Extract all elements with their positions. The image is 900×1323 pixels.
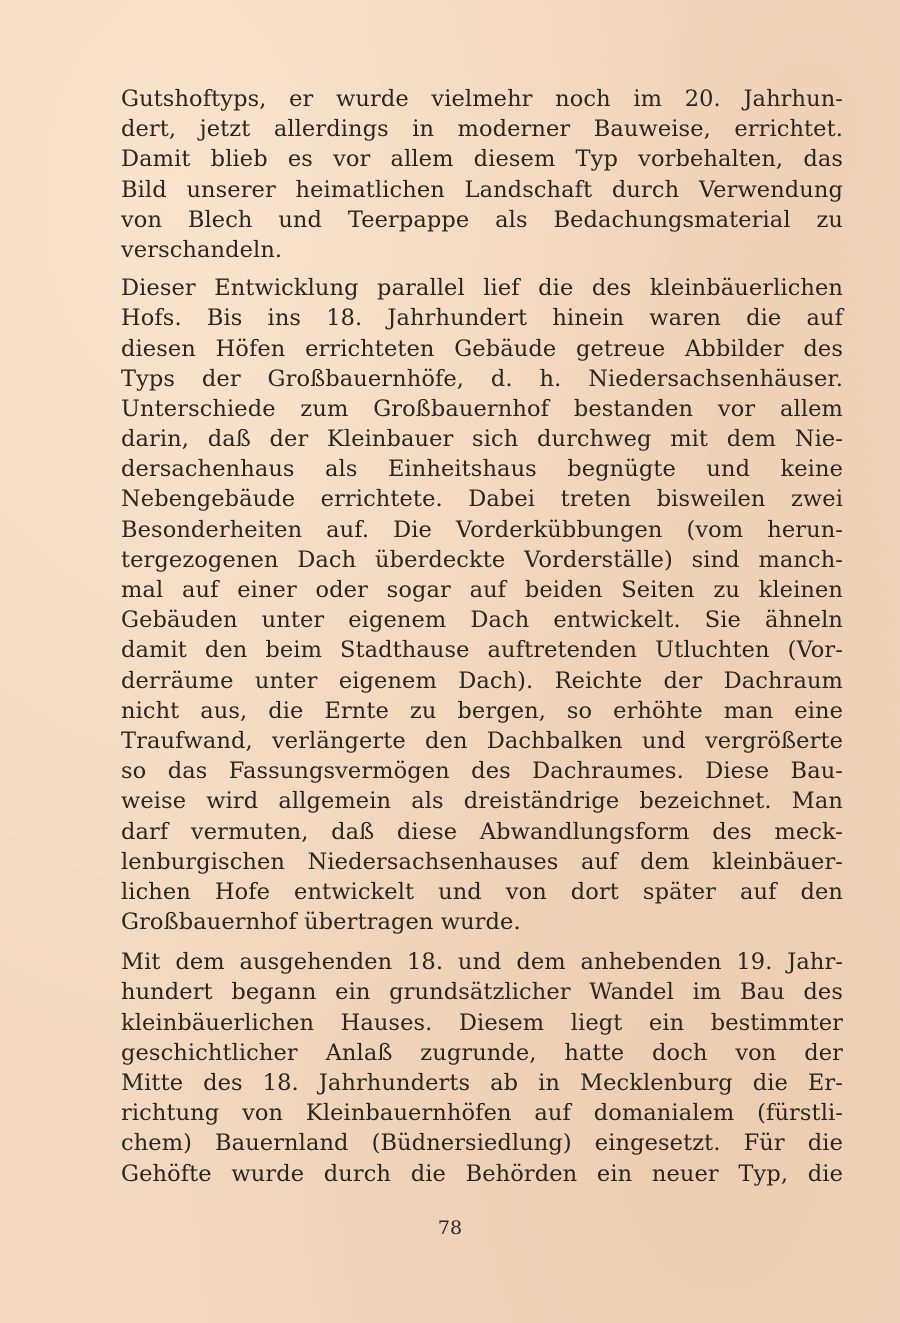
text-line: Dieser Entwicklung parallel lief die des kleinbäuerlichen	[121, 275, 843, 302]
text-line: Traufwand, verlängerte den Dachbalken und vergrößerte	[121, 727, 843, 754]
text-line: Großbauernhof übertragen wurde.	[121, 909, 521, 936]
text-line: Bild unserer heimatlichen Landschaft durch Verwendung	[121, 176, 843, 203]
text-line: Nebengebäude errichtete. Dabei treten bisweilen zwei	[121, 486, 843, 513]
text-line: lenburgischen Niedersachsenhauses auf dem kleinbäuer-	[121, 848, 843, 875]
text-line: Besonderheiten auf. Die Vorderkübbungen (vom herun-	[121, 516, 843, 543]
text-line: diesen Höfen errichteten Gebäude getreue Abbilder des	[121, 335, 843, 362]
text-line: kleinbäuerlichen Hauses. Diesem liegt ein bestimmter	[121, 1009, 843, 1036]
text-line: von Blech und Teerpappe als Bedachungsmaterial zu	[121, 206, 843, 233]
text-line: richtung von Kleinbauernhöfen auf domanialem (fürstli-	[121, 1100, 843, 1127]
text-line: damit den beim Stadthause auftretenden Utluchten (Vor-	[121, 637, 843, 664]
text-line: mal auf einer oder sogar auf beiden Seiten zu kleinen	[121, 577, 843, 603]
text-line: hundert begann ein grundsätzlicher Wandel im Bau des	[121, 979, 843, 1006]
text-line: Gehöfte wurde durch die Behörden ein neuer Typ, die	[121, 1160, 843, 1187]
text-line: Mit dem ausgehenden 18. und dem anhebenden 19. Jahr-	[121, 949, 843, 976]
text-line: so das Fassungsvermögen des Dachraumes. Diese Bau-	[121, 758, 843, 785]
text-line: darf vermuten, daß diese Abwandlungsform des meck-	[121, 818, 843, 845]
text-line: nicht aus, die Ernte zu bergen, so erhöhte man eine	[121, 697, 843, 724]
text-line: Typs der Großbauernhöfe, d. h. Niedersachsenhäuser.	[121, 365, 843, 392]
text-line: Damit blieb es vor allem diesem Typ vorbehalten, das	[121, 146, 843, 173]
body-text	[121, 84, 843, 1189]
text-line: lichen Hofe entwickelt und von dort später auf den	[121, 878, 843, 905]
page-number: 78	[437, 1217, 463, 1239]
text-line: derräume unter eigenem Dach). Reichte der Dachraum	[121, 667, 843, 694]
text-line: geschichtlicher Anlaß zugrunde, hatte doch von der	[121, 1039, 843, 1066]
paragraph-2	[121, 273, 843, 937]
text-line: weise wird allgemein als dreiständrige bezeichnet. Man	[121, 788, 843, 815]
text-line: dersachenhaus als Einheitshaus begnügte und keine	[121, 456, 843, 483]
text-line: verschandeln.	[121, 236, 283, 263]
paragraph-1	[121, 84, 843, 265]
text-line: darin, daß der Kleinbauer sich durchweg mit dem Nie-	[121, 426, 843, 453]
text-line: Hofs. Bis ins 18. Jahrhundert hinein waren die auf	[121, 305, 843, 332]
text-line: tergezogenen Dach überdeckte Vorderställe) sind manch-	[121, 546, 843, 573]
text-line: Gutshoftyps, er wurde vielmehr noch im 20. Jahrhun-	[121, 86, 843, 112]
paragraph-3	[121, 947, 843, 1189]
text-line: Gebäuden unter eigenem Dach entwickelt. Sie ähneln	[121, 607, 843, 634]
text-line: Unterschiede zum Großbauernhof bestanden vor allem	[121, 395, 843, 422]
text-line: chem) Bauernland (Büdnersiedlung) eingesetzt. Für die	[121, 1130, 843, 1157]
text-line: dert, jetzt allerdings in moderner Bauweise, errichtet.	[121, 116, 843, 143]
text-line: Mitte des 18. Jahrhunderts ab in Mecklenburg die Er-	[121, 1070, 843, 1096]
